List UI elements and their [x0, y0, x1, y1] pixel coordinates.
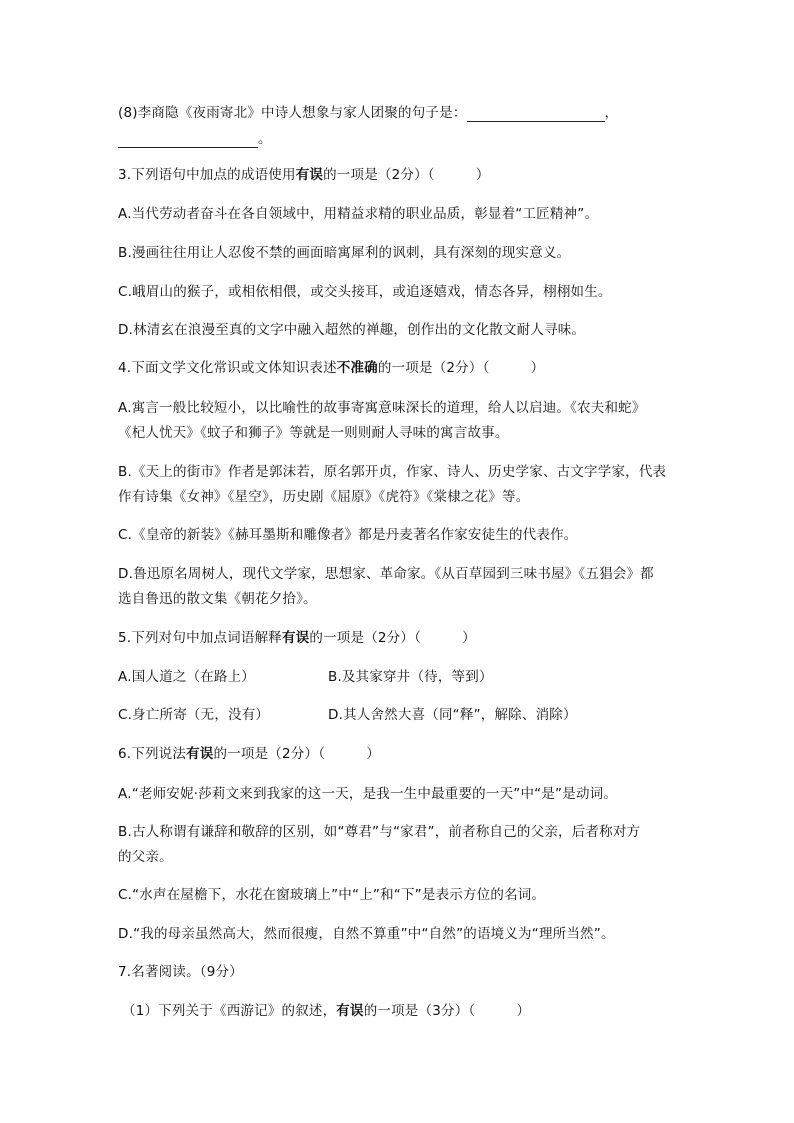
q4-option-c: C.《皇帝的新装》《赫耳墨斯和雕像者》都是丹麦著名作家安徒生的代表作。 — [118, 527, 578, 543]
q5-options-row2 — [118, 706, 678, 724]
q6-option-d: D.“我的母亲虽然高大，然而很瘦，自然不算重”中“自然”的语境义为“理所当然”。 — [118, 926, 615, 942]
q7-sub1-post: 的一项是（3分）（ ） — [363, 1003, 531, 1019]
q8-separator: ， — [604, 105, 619, 121]
q5-option-c: C.身亡所寄（无，没有） — [118, 707, 270, 723]
q8-line1 — [118, 104, 618, 122]
q3-stem-bold: 有误 — [295, 167, 324, 183]
q6-option-a: A.“老师安妮·莎莉文来到我家的这一天，是我一生中最重要的一天”中“是”是动词。 — [118, 786, 618, 802]
q3-stem-pre: 3.下列语句中加点的成语使用 — [118, 167, 296, 183]
q5-option-b: B.及其家穿井（待，等到） — [328, 669, 493, 685]
q5-stem-post: 的一项是（2分）（ ） — [309, 630, 476, 646]
q4-stem-post: 的一项是（2分）（ ） — [377, 360, 545, 376]
q6-stem-pre: 6.下列说法 — [118, 746, 187, 762]
q5-stem-pre: 5.下列对句中加点词语解释 — [118, 630, 282, 646]
q3-stem — [118, 166, 490, 184]
q7-sub1 — [122, 1002, 530, 1020]
answer-blank[interactable] — [118, 133, 258, 148]
q4-stem — [118, 359, 544, 377]
q3-option-a: A.当代劳动者奋斗在各自领域中，用精益求精的职业品质，彰显着“工匠精神”。 — [118, 206, 599, 222]
q4-option-b-cont: 作有诗集《女神》《星空》，历史剧《屈原》《虎符》《棠棣之花》等。 — [118, 489, 530, 505]
q6-option-b: B.古人称谓有谦辞和敬辞的区别，如“尊君”与“家君”，前者称自己的父亲，后者称对方 — [118, 824, 641, 840]
q5-stem-bold: 有误 — [281, 630, 310, 646]
q4-option-d: D.鲁迅原名周树人，现代文学家，思想家、革命家。《从百草园到三味书屋》《五猖会》都 — [118, 566, 654, 582]
q4-option-a-cont: 《杞人忧天》《蚊子和狮子》等就是一则则耐人寻味的寓言故事。 — [118, 425, 509, 441]
q8-prompt: (8)李商隐《夜雨寄北》中诗人想象与家人团聚的句子是： — [118, 105, 467, 121]
q4-option-a: A.寓言一般比较短小，以比喻性的故事寄寓意味深长的道理，给人以启迪。《农夫和蛇》 — [118, 400, 646, 416]
q3-option-d: D.林清玄在浪漫至真的文字中融入超然的禅趣，创作出的文化散文耐人寻味。 — [118, 322, 586, 338]
q5-option-a: A.国人道之（在路上） — [118, 669, 255, 685]
q3-stem-post: 的一项是（2分）（ ） — [323, 167, 490, 183]
q4-stem-bold: 不准确 — [336, 360, 378, 376]
q4-stem-pre: 4.下面文学文化常识或文体知识表述 — [118, 360, 337, 376]
q6-stem-bold: 有误 — [186, 746, 214, 762]
q7-sub1-bold: 有误 — [336, 1003, 364, 1019]
q5-stem — [118, 629, 476, 647]
q3-option-c: C.峨眉山的猴子，或相依相偎，或交头接耳，或追逐嬉戏，情态各异，栩栩如生。 — [118, 284, 612, 300]
q6-option-b-cont: 的父亲。 — [118, 849, 173, 865]
q7-title: 7.名著阅读。（9分） — [118, 964, 243, 980]
q6-stem — [118, 745, 380, 763]
answer-blank[interactable] — [467, 107, 605, 122]
q6-option-c: C.“水声在屋檐下，水花在窗玻璃上”中“上”和“下”是表示方位的名词。 — [118, 887, 546, 903]
q3-option-b: B.漫画往往用让人忍俊不禁的画面暗寓犀利的讽刺，具有深刻的现实意义。 — [118, 245, 571, 261]
q8-line2 — [118, 130, 272, 148]
q5-option-d: D.其人舍然大喜（同“释”，解除、消除） — [328, 707, 577, 723]
q4-option-d-cont: 选自鲁迅的散文集《朝花夕拾》。 — [118, 591, 317, 607]
q7-sub1-pre: （1）下列关于《西游记》的叙述， — [122, 1003, 337, 1019]
q8-end: 。 — [258, 131, 272, 147]
q4-option-b: B.《天上的街市》作者是郭沫若，原名郭开贞，作家、诗人、历史学家、古文字学家，代表 — [118, 464, 667, 480]
q5-options-row1 — [118, 668, 678, 686]
q6-stem-post: 的一项是（2分）（ ） — [213, 746, 380, 762]
